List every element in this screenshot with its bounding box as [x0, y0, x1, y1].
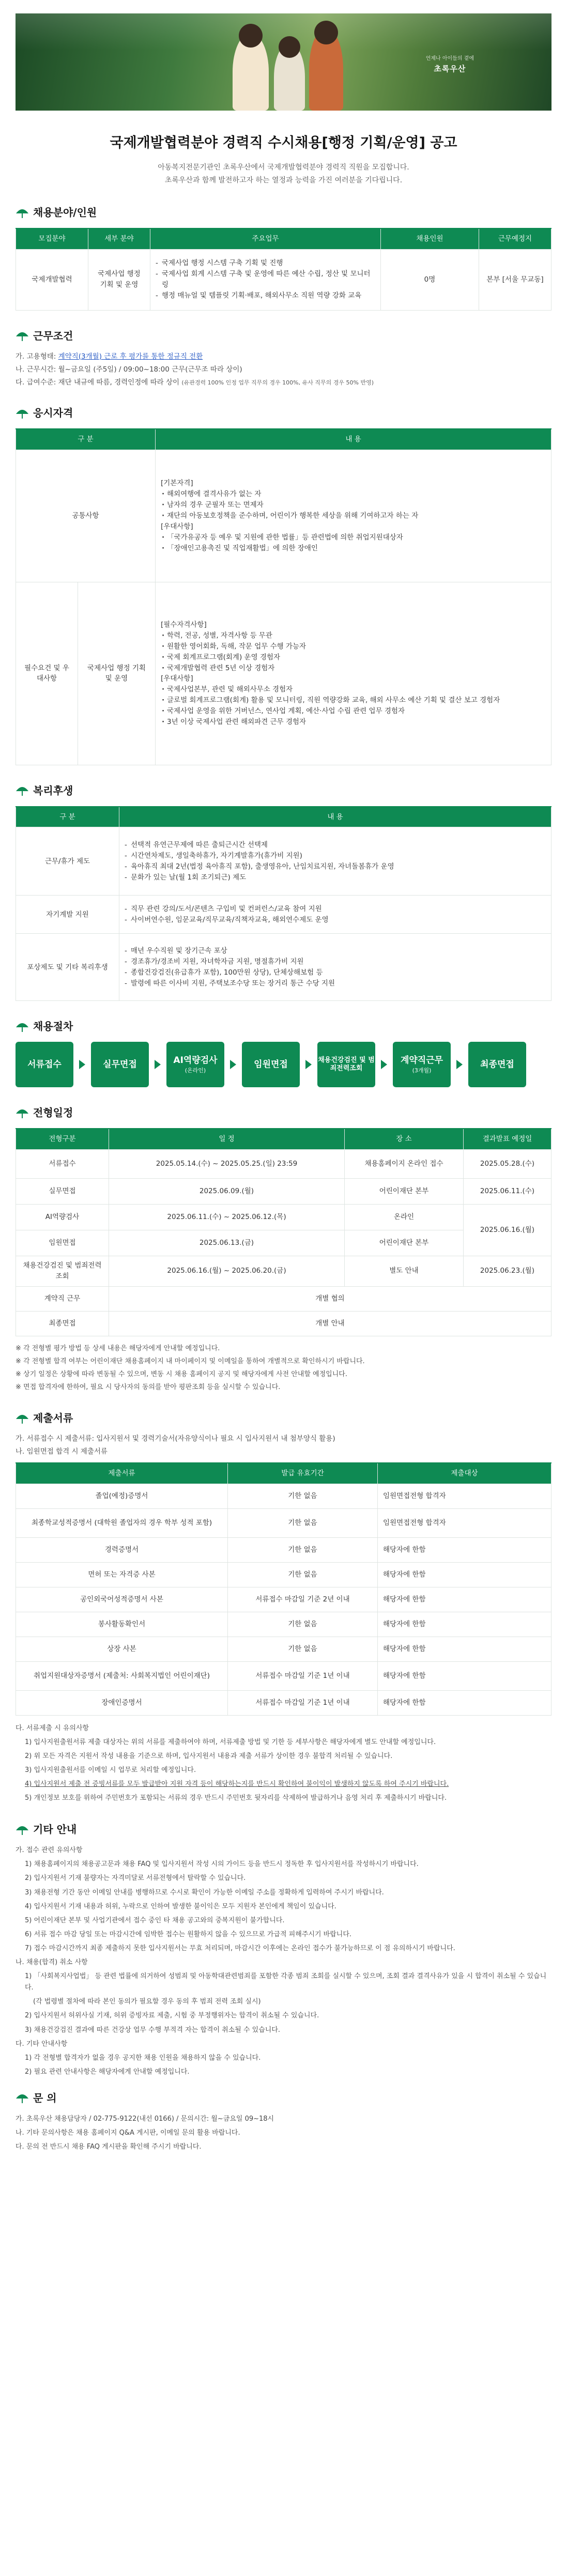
work-hours: 나. 근무시간: 월~금요일 (주5일) / 09:00~18:00 근무(근무조 따라 상이): [16, 365, 242, 374]
process-step: 최종면접: [468, 1042, 526, 1087]
process-step: 채용건강검진 및 범죄전력조회: [317, 1042, 375, 1087]
contact-info: 가. 초록우산 채용담당자 / 02-775-9122(내선 0166) / 문의시간: 월~금요일 09~18시 나. 기타 문의사항은 채용 홈페이지 Q&A 게시판, 이메일 문의 활용 바랍니다. 다. 문의 전 반드시 채용 FAQ 게시판을 확인해 주시기 바랍니다.: [16, 2115, 274, 2151]
process-step: 서류접수: [16, 1042, 73, 1087]
arrow-right-icon: [381, 1060, 387, 1069]
process-step: AI역량검사 (온라인): [166, 1042, 224, 1087]
arrow-right-icon: [230, 1060, 236, 1069]
hiring-process-flow: [16, 1042, 551, 1087]
arrow-right-icon: [305, 1060, 312, 1069]
process-step: 임원면접: [242, 1042, 300, 1087]
umbrella-icon: [16, 207, 29, 219]
process-step: 실무면접: [91, 1042, 149, 1087]
section-heading: 제출서류: [16, 1410, 551, 1426]
schedule-notes: ※ 각 전형별 평가 방법 등 상세 내용은 해당자에게 안내할 예정입니다. ※ 각 전형별 합격 여부는 어린이재단 채용홈페이지 내 마이페이지 및 이메일을 통하여 개별적으로 확인하시기 바랍니다. ※ 상기 일정은 상황에 따라 변동될 수 있으며, 변동 시 채용 홈페이지 공지 및 해당자에게 사전 안내할 예정입니다. ※ 면접 합격자에 한하여, 필요 시 당사자의 동의를 받아 평판조회 등을 실시할 수 있습니다.: [16, 1344, 365, 1392]
section-heading: 근무조건: [16, 328, 551, 344]
intro-text: 아동복지전문기관인 초록우산에서 국제개발협력분야 경력직 직원을 모집합니다. 초록우산과 함께 발전하고자 하는 열정과 능력을 가진 여러분을 기다립니다.: [158, 163, 409, 185]
process-step: 계약직근무 (3개월): [393, 1042, 451, 1087]
section-heading: 전형일정: [16, 1105, 551, 1121]
benefits-table: 구 분 내 용 근무/휴가 제도 - 선택적 유연근무제에 따른 출퇴근시간 선택제 - 시간연차제도, 생일축하휴가, 자기계발휴가(휴가비 지원) - 육아휴직 최대 2년(법정 육아휴직 포함), 출생영유아, 난임치료지원, 자녀돌봄휴가 운영 - 문화가 있는 날(월 1회 조기퇴근) 제도 자기계발 지원 - 직무 관련 강의/도서/콘텐츠 구입비 및 컨퍼런스/교육 참여 지원 - 사이버연수원, 임문교육/직무교육/직책자교육, 해외연수제도 운영 포상제도 및 기타 복리후생 - 매년 우수직원 및 장기근속 포상 - 경조휴가/경조비 지원, 자녀학자금 지원, 명절휴가비 지원 - 종합건강검진(유급휴가 포함), 100만원 상당), 단체상해보험 등 - 발령에 따른 이사비 지원, 주택보조수당 또는 장거리 통근 수당 지원: [16, 806, 551, 1001]
umbrella-icon: [16, 408, 29, 419]
header-banner: [16, 13, 551, 111]
arrow-right-icon: [155, 1060, 161, 1069]
salary: 다. 급여수준: 재단 내규에 따름, 경력인정에 따라 상이 (유관경력 100% 인정 업무 직무의 경우 100%, 유사 직무의 경우 50% 반영): [16, 378, 374, 387]
employment-type-link[interactable]: 계약직(3개월) 근로 후 평가를 통한 정규직 전환: [58, 352, 203, 361]
schedule-table: 전형구분 일 정 장 소 결과발표 예정일 서류접수 2025.05.14.(수) ~ 2025.05.25.(일) 23:59 채용홈페이지 온라인 접수 2025.05.28.(수) 실무면접 2025.06.09.(월) 어린이재단 본부 2025.06.11.(수) AI역량검사 2025.06.11.(수) ~ 2025.06.12.(목) 온라인 2025.06.16.(월) 임원면접 2025.06.13.(금) 어린이재단 본부 채용건강검진 및 범죄전력조회 2025.06.16.(월) ~ 2025.06.20.(금) 별도 안내 2025.06.23.(월) 계약직 근무 개별 협의 최종면접 개별 안내: [16, 1128, 551, 1336]
umbrella-icon: [16, 1824, 29, 1835]
other-info: 가. 접수 관련 유의사항 1) 채용홈페이지의 채용공고문과 채용 FAQ 및 입사지원서 작성 시의 가이드 등을 반드시 정독한 후 입사지원서를 작성하시기 바랍니다. 2) 입사지원서 기재 불량자는 자격미달로 서류전형에서 탈락할 수 있습니다. 3) 채용전형 기간 동안 이메일 안내를 병행하므로 수시로 확인이 가능한 이메일 주소를 정확하게 입력하여 주시기 바랍니다. 4) 입사지원서 기재 내용과 허위, 누락으로 인하여 발생한 불이익은 모두 지원자 본인에게 책임이 있습니다. 5) 어린이재단 본부 및 사업기관에서 접수 중인 타 채용 공고와의 중복지원이 불가합니다. 6) 서류 접수 마감 당일 또는 마감시간에 임박한 접수는 원활하지 않을 수 있으므로 가급적 피해주시기 바랍니다. 7) 접수 마감시간까지 최종 제출하지 못한 입사지원서는 무효 처리되며, 마감시간 이후에는 온라인 접수가 불가능하므로 이 점 유의하시기 바랍니다. 나. 채용(합격) 취소 사항 1) 「사회복지사업법」 등 관련 법률에 의거하여 성범죄 및 아동학대관련범죄를 포함한 각종 범죄 조회를 실시할 수 있으며, 조회 결과 결격사유가 있을 시 합격이 취소될 수 있습니다. (각 법령별 절차에 따라 본인 동의가 필요할 경우 동의 후 범죄 전력 조회 실시) 2) 입사지원서 허위사실 기재, 허위 증빙자료 제출, 시험 중 부정행위자는 합격이 취소될 수 있습니다. 3) 채용건강검진 결과에 따른 건강상 업무 수행 부적격 자는 합격이 취소될 수 있습니다. 다. 기타 안내사항 1) 각 전형별 합격자가 없을 경우 공지한 채용 인원을 채용하지 않을 수 있습니다. 2) 필요 관련 안내사항은 해당자에게 안내할 예정입니다.: [16, 1846, 547, 2076]
documents-initial: 가. 서류접수 시 제출서류: 입사지원서 및 경력기술서(자유양식이나 필요 시 입사지원서 내 첨부양식 활용): [16, 1434, 335, 1443]
arrow-right-icon: [79, 1060, 85, 1069]
section-heading: 채용절차: [16, 1019, 551, 1035]
section-heading: 기타 안내: [16, 1822, 551, 1838]
umbrella-icon: [16, 2092, 29, 2104]
employment-type: 가. 고용형태: 계약직(3개월) 근로 후 평가를 통한 정규직 전환: [16, 352, 203, 361]
section-heading: 문 의: [16, 2090, 551, 2106]
umbrella-icon: [16, 1413, 29, 1424]
section-heading: 응시자격: [16, 405, 551, 421]
section-heading: 복리후생: [16, 783, 551, 799]
section-heading: 채용분야/인원: [16, 205, 551, 221]
documents-table: 제출서류 발급 유효기간 제출대상 졸업(예정)증명서 기한 없음 임원면접전형 합격자 최종학교성적증명서 (대학원 졸업자의 경우 학부 성적 포함) 기한 없음 임원면접전형 합격자 경력증명서 기한 없음 해당자에 한함 면허 또는 자격증 사본 기한 없음 해당자에 한함 공인외국어성적증명서 사본 서류접수 마감일 기준 2년 이내 해당자에 한함 봉사활동확인서 기한 없음 해당자에 한함 상장 사본 기한 없음 해당자에 한함 취업지원대상자증명서 (제출처: 사회복지법인 어린이재단) 서류접수 마감일 기준 1년 이내 해당자에 한함 장애인증명서 서류접수 마감일 기준 1년 이내 해당자에 한함: [16, 1462, 551, 1716]
document-notes: 다. 서류제출 시 유의사항 1) 입사지원출원서류 제출 대상자는 위의 서류를 제출하여야 하며, 서류제출 방법 및 기한 등 세부사항은 해당자에게 별도 안내할 예정입니다. 2) 위 모든 자격은 지원서 작성 내용을 기준으로 하며, 입사지원서 내용과 제출 서류가 상이한 경우 불합격 처리될 수 있습니다. 3) 입사지원출원서를 이메일 시 업무로 처리할 예정입니다. 4) 입사지원서 제출 전 증빙서류를 모두 발급받아 지원 자격 등이 해당하는지를 반드시 확인하여 불이익이 발생하지 않도록 하여 주시기 바랍니다. 5) 개인정보 보호를 위하여 주민번호가 포함되는 서류의 경우 반드시 주민번호 뒷자리를 삭제하여 발급하거나 음영 처리 후 제출하시기 바랍니다.: [16, 1724, 449, 1802]
umbrella-icon: [16, 785, 29, 796]
umbrella-icon: [16, 1021, 29, 1032]
qualifications-table: 구 분 내 용 공통사항 [기본자격] · 해외여행에 결격사유가 없는 자 · 남자의 경우 군필자 또는 면제자 · 재단의 아동보호정책을 준수하며, 어린이가 행복한 세상을 위해 기여하고자 하는 자 [우대사항] · 「국가유공자 등 예우 및 지원에 관한 법률」등 관련법에 의한 취업지원대상자 · 「장애인고용촉진 및 직업재활법」에 의한 장애인 필수요건 및 우대사항 국제사업 행정 기획 및 운영 [필수자격사항] · 학력, 전공, 성별, 자격사항 등 무관 · 원활한 영어회화, 독해, 작문 업무 수행 가능자 · 국제 회계프로그램(회계) 운영 경험자 · 국제개발협력 관련 5년 이상 경험자 [우대사항] · 국제사업본부, 관련 및 해외사무소 경험자 · 글로벌 회계프로그램(회계) 활용 및 모니터링, 직원 역량강화 교육, 해외 사무소 예산 기획 및 결산 보고 경험자 · 국제사업 운영을 위한 거버넌스, 연사업 계획, 예산·사업 수립 관련 업무 경험자 · 3년 이상 국제사업 관련 해외파견 근무 경험자: [16, 428, 551, 765]
umbrella-icon: [16, 330, 29, 342]
umbrella-icon: [16, 1107, 29, 1119]
positions-table: 모집분야 세부 분야 주요업무 채용인원 근무예정지 국제개발협력 국제사업 행정 기획 및 운영 - 국제사업 행정 시스템 구축 기획 및 진행 - 국제사업 회계 시스템 구축 및 운영에 따른 예산 수립, 정산 및 모니터링 - 행정 매뉴얼 및 템플릿 기획·배포, 해외사무소 직원 역량 강화 교육 0명 본부 [서울 무교동]: [16, 228, 551, 311]
arrow-right-icon: [456, 1060, 463, 1069]
brand-logo: 언제나 아이들의 곁에 초록우산: [425, 56, 474, 73]
documents-final: 나. 임원면접 합격 시 제출서류: [16, 1447, 108, 1456]
page-title: 국제개발협력분야 경력직 수시채용[행정 기획/운영] 공고: [110, 135, 457, 151]
